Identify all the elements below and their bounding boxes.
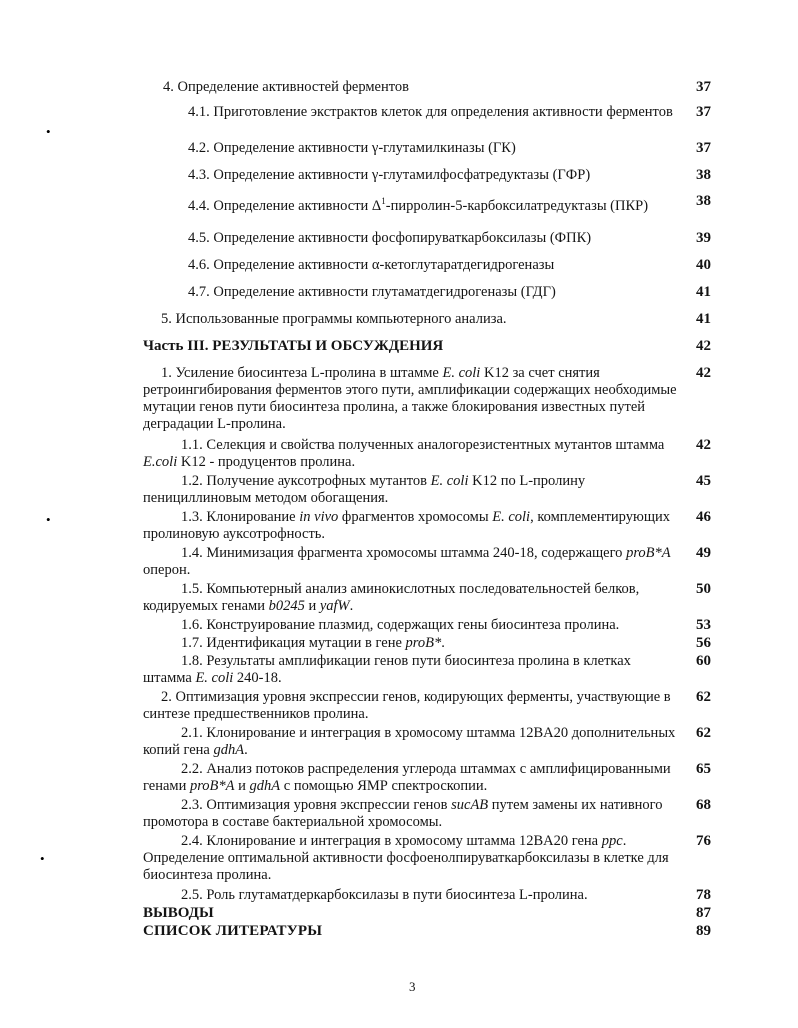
toc-entry-title: 4.1. Приготовление экстрактов клеток для определения активности ферментов	[188, 104, 673, 120]
toc-entry-title: 4.7. Определение активности глутаматдегидрогеназы (ГДГ)	[188, 284, 556, 300]
toc-entry	[143, 104, 683, 121]
toc-entry-page: 87	[696, 905, 711, 921]
toc-entry-title: 4. Определение активностей ферментов	[163, 79, 409, 95]
toc-entry-page: 41	[696, 284, 711, 300]
toc-entry-title: 2.2. Анализ потоков распределения углерода штаммах с амплифицированными генами proB*A и gdhA с помощью ЯМР спектроскопии.	[143, 761, 671, 794]
toc-entry	[143, 338, 683, 355]
toc-entry	[143, 761, 683, 795]
toc-entry	[143, 725, 683, 759]
toc-entry-page: 60	[696, 653, 711, 669]
toc-entry	[181, 887, 683, 904]
toc-entry-page: 38	[696, 167, 711, 183]
toc-entry-page: 65	[696, 761, 711, 777]
toc-entry	[143, 905, 683, 922]
toc-entry	[181, 635, 683, 652]
toc-entry	[143, 437, 683, 471]
toc-entry	[143, 509, 683, 543]
toc-entry-title: 4.6. Определение активности α-кетоглутаратдегидрогеназы	[188, 257, 555, 273]
toc-entry-page: 78	[696, 887, 711, 903]
margin-mark: •	[46, 124, 51, 139]
toc-entry-title: 1.7. Идентификация мутации в гене proB*.	[181, 635, 445, 651]
toc-entry-page: 49	[696, 545, 711, 561]
toc-entry-title: 2.4. Клонирование и интеграция в хромосому штамма 12BA20 гена ppc. Определение оптимальной активности фосфоенолпируваткарбоксилазы в клетке для биосинтеза пролина.	[143, 833, 669, 883]
toc-entry-title: 1. Усиление биосинтеза L-пролина в штамме E. coli K12 за счет снятия ретроингибирования ферментов этого пути, амплификации содержащих необходимые мутации генов пути биосинтеза пролина, а также блокирования известных путей деградации L-пролина.	[143, 365, 677, 432]
toc-entry-page: 76	[696, 833, 711, 849]
toc-entry	[188, 284, 683, 301]
page-number: 3	[409, 979, 416, 994]
toc-entry-title: 4.3. Определение активности γ-глутамилфосфатредуктазы (ГФР)	[188, 167, 591, 183]
toc-entry-page: 45	[696, 473, 711, 489]
toc-entry-title: 1.5. Компьютерный анализ аминокислотных последовательностей белков, кодируемых генами b0245 и yafW.	[143, 581, 640, 614]
toc-entry-page: 39	[696, 230, 711, 246]
toc-entry	[143, 923, 683, 940]
toc-entry-title: 4.4. Определение активности $\Delta^1-пирролин-5$-карбоксилатредуктазы (ПКР)	[188, 196, 649, 214]
toc-entry-title: 4.5. Определение активности фосфопируваткарбоксилазы (ФПК)	[188, 230, 592, 246]
toc-entry	[143, 193, 683, 215]
toc-entry-title: 2.1. Клонирование и интеграция в хромосому штамма 12BA20 дополнительных копий гена gdhA.	[143, 725, 676, 758]
toc-entry	[181, 617, 683, 634]
toc-entry-title: 5. Использованные программы компьютерного анализа.	[161, 311, 507, 327]
toc-entry-title: 2.5. Роль глутаматдеркарбоксилазы в пути биосинтеза L-пролина.	[181, 887, 588, 903]
toc-entry-page: 50	[696, 581, 711, 597]
toc-entry	[161, 311, 683, 328]
margin-mark: •	[40, 851, 45, 866]
toc-entry-title: Часть III. РЕЗУЛЬТАТЫ И ОБСУЖДЕНИЯ	[143, 338, 444, 354]
margin-mark: •	[46, 512, 51, 527]
toc-entry-page: 56	[696, 635, 711, 651]
toc-entry-page: 42	[696, 437, 711, 453]
toc-entry-page: 62	[696, 689, 711, 705]
toc-entry	[163, 79, 683, 96]
toc-entry-title: 1.8. Результаты амплификации генов пути биосинтеза пролина в клетках штамма E. coli 240-18.	[143, 653, 631, 686]
toc-entry-page: 40	[696, 257, 711, 273]
toc-entry-title: СПИСОК ЛИТЕРАТУРЫ	[143, 923, 323, 939]
toc-entry-title: 1.4. Минимизация фрагмента хромосомы штамма 240-18, содержащего proB*A оперон.	[143, 545, 671, 578]
toc-entry-title: 4.2. Определение активности γ-глутамилкиназы (ГК)	[188, 140, 516, 156]
toc-entry	[143, 833, 683, 884]
toc-entry	[143, 365, 683, 433]
toc-entry-page: 42	[696, 365, 711, 381]
toc-entry-title: 1.3. Клонирование in vivo фрагментов хромосомы E. coli, комплементирующих пролиновую ауксотрофность.	[143, 509, 671, 542]
toc-entry-page: 46	[696, 509, 711, 525]
toc-entry-title: ВЫВОДЫ	[143, 905, 214, 921]
toc-entry-page: 37	[696, 79, 711, 95]
toc-entry-title: 2. Оптимизация уровня экспрессии генов, кодирующих ферменты, участвующие в синтезе предшественников пролина.	[143, 689, 671, 722]
toc-entry-title: 1.6. Конструирование плазмид, содержащих гены биосинтеза пролина.	[181, 617, 620, 633]
toc-entry-page: 89	[696, 923, 711, 939]
toc-entry-page: 42	[696, 338, 711, 354]
toc-entry	[188, 257, 683, 274]
toc-entry-page: 68	[696, 797, 711, 813]
toc-entry-page: 37	[696, 140, 711, 156]
toc-entry-page: 37	[696, 104, 711, 120]
toc-entry	[143, 545, 683, 579]
toc-entry	[188, 230, 683, 247]
toc-entry	[143, 473, 683, 507]
toc-entry	[188, 140, 683, 157]
toc-entry	[143, 581, 683, 615]
toc-entry	[143, 797, 683, 831]
toc-entry-page: 41	[696, 311, 711, 327]
toc-entry-title: 1.2. Получение ауксотрофных мутантов E. coli K12 по L-пролину пенициллиновым методом обогащения.	[143, 473, 586, 506]
toc-entry	[143, 653, 683, 687]
toc-entry-page: 53	[696, 617, 711, 633]
toc-entry-title: 1.1. Селекция и свойства полученных аналогорезистентных мутантов штамма E.coli K12 - продуцентов пролина.	[143, 437, 665, 470]
toc-entry-page: 62	[696, 725, 711, 741]
toc-entry	[188, 167, 683, 184]
toc-entry-page: 38	[696, 193, 711, 209]
toc-entry	[143, 689, 683, 723]
toc-entry-title: 2.3. Оптимизация уровня экспрессии генов sucAB путем замены их нативного промотора в составе бактериальной хромосомы.	[143, 797, 663, 830]
